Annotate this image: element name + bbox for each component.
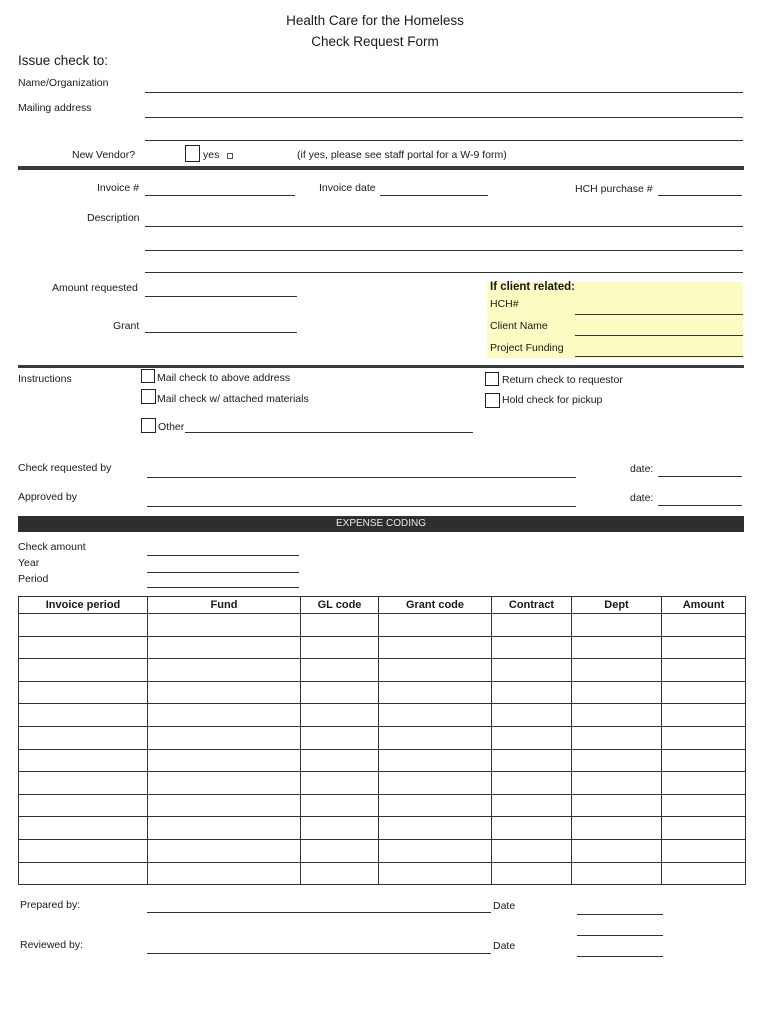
table-cell[interactable] [492, 704, 572, 727]
form-title-line2: Check Request Form [311, 34, 439, 49]
table-row [19, 681, 746, 704]
table-cell[interactable] [492, 839, 572, 862]
mail-above-checkbox[interactable] [141, 369, 155, 383]
table-row [19, 839, 746, 862]
table-cell[interactable] [662, 726, 746, 749]
table-cell[interactable] [492, 636, 572, 659]
table-cell[interactable] [19, 794, 148, 817]
check-requested-by-line[interactable] [147, 477, 576, 478]
table-cell[interactable] [662, 659, 746, 682]
table-cell[interactable] [492, 817, 572, 840]
expense-table-header [19, 597, 746, 614]
table-cell[interactable] [379, 704, 492, 727]
new-vendor-label: New Vendor? [72, 149, 136, 161]
table-cell[interactable] [148, 862, 301, 885]
table-cell[interactable] [301, 749, 379, 772]
table-cell[interactable] [148, 839, 301, 862]
grant-label: Grant [113, 320, 140, 332]
header-fund: Fund [148, 597, 301, 614]
table-cell[interactable] [301, 636, 379, 659]
table-cell[interactable] [148, 704, 301, 727]
table-cell[interactable] [662, 862, 746, 885]
table-cell[interactable] [301, 726, 379, 749]
table-cell[interactable] [379, 681, 492, 704]
table-cell[interactable] [572, 614, 662, 637]
header-grant-code: Grant code [379, 597, 492, 614]
table-cell[interactable] [662, 749, 746, 772]
approved-date-label: date: [630, 492, 654, 504]
table-cell[interactable] [301, 794, 379, 817]
grant-line[interactable] [145, 332, 297, 333]
mail-above-label: Mail check to above address [157, 372, 291, 384]
check-amount-line[interactable] [147, 555, 299, 556]
year-line[interactable] [147, 572, 299, 573]
invoice-number-label: Invoice # [97, 182, 140, 194]
expense-table-body [19, 614, 746, 885]
table-cell[interactable] [148, 772, 301, 795]
table-row [19, 817, 746, 840]
table-row [19, 726, 746, 749]
table-cell[interactable] [572, 636, 662, 659]
table-cell[interactable] [19, 839, 148, 862]
mail-attached-label: Mail check w/ attached materials [157, 393, 309, 405]
description-label: Description [87, 212, 140, 224]
check-requested-by-label: Check requested by [18, 462, 112, 474]
mailing-address-label: Mailing address [18, 102, 92, 114]
table-cell[interactable] [662, 794, 746, 817]
hold-pickup-checkbox[interactable] [485, 393, 500, 408]
table-row [19, 862, 746, 885]
table-cell[interactable] [572, 659, 662, 682]
prepared-by-line[interactable] [147, 912, 491, 913]
table-cell[interactable] [19, 636, 148, 659]
invoice-date-label: Invoice date [319, 182, 376, 194]
table-cell[interactable] [379, 659, 492, 682]
table-cell[interactable] [19, 772, 148, 795]
table-cell[interactable] [662, 772, 746, 795]
w9-note: (if yes, please see staff portal for a W-9 form) [297, 149, 507, 161]
table-cell[interactable] [379, 839, 492, 862]
yes-small-box-icon [227, 153, 233, 159]
client-name-label: Client Name [490, 320, 548, 332]
table-row [19, 614, 746, 637]
table-cell[interactable] [148, 794, 301, 817]
period-line[interactable] [147, 587, 299, 588]
client-related-heading: If client related: [490, 281, 575, 293]
table-cell[interactable] [492, 659, 572, 682]
mail-attached-checkbox[interactable] [141, 389, 156, 404]
table-cell[interactable] [572, 839, 662, 862]
table-cell[interactable] [148, 614, 301, 637]
table-cell[interactable] [492, 726, 572, 749]
approved-by-label: Approved by [18, 491, 77, 503]
table-cell[interactable] [379, 794, 492, 817]
return-requestor-checkbox[interactable] [485, 372, 499, 386]
table-cell[interactable] [19, 862, 148, 885]
table-row [19, 636, 746, 659]
table-cell[interactable] [492, 681, 572, 704]
issue-check-heading: Issue check to: [18, 53, 109, 68]
table-cell[interactable] [19, 681, 148, 704]
table-cell[interactable] [148, 817, 301, 840]
table-cell[interactable] [572, 681, 662, 704]
other-line[interactable] [185, 432, 473, 433]
reviewed-date-line[interactable] [577, 956, 663, 957]
table-cell[interactable] [379, 726, 492, 749]
table-row [19, 704, 746, 727]
header-amount: Amount [662, 597, 746, 614]
table-cell[interactable] [379, 749, 492, 772]
table-cell[interactable] [148, 681, 301, 704]
table-cell[interactable] [572, 817, 662, 840]
table-cell[interactable] [19, 614, 148, 637]
table-cell[interactable] [572, 862, 662, 885]
prepared-date-line[interactable] [577, 914, 663, 915]
table-cell[interactable] [301, 704, 379, 727]
name-organization-line[interactable] [145, 92, 743, 93]
table-cell[interactable] [301, 839, 379, 862]
table-cell[interactable] [492, 862, 572, 885]
table-cell[interactable] [301, 862, 379, 885]
table-cell[interactable] [572, 726, 662, 749]
table-cell[interactable] [572, 749, 662, 772]
project-funding-line[interactable] [575, 356, 743, 357]
reviewed-by-label: Reviewed by: [20, 939, 84, 951]
table-row [19, 749, 746, 772]
reviewed-date-line-upper[interactable] [577, 935, 663, 936]
yes-label: yes [203, 149, 220, 161]
new-vendor-checkbox[interactable] [185, 145, 200, 162]
table-cell[interactable] [492, 614, 572, 637]
table-cell[interactable] [19, 704, 148, 727]
table-cell[interactable] [379, 772, 492, 795]
prepared-date-label: Date [493, 900, 516, 912]
year-label: Year [18, 557, 40, 569]
header-gl-code: GL code [301, 597, 379, 614]
table-cell[interactable] [301, 614, 379, 637]
hold-pickup-label: Hold check for pickup [502, 394, 603, 406]
hch-number-line[interactable] [575, 314, 743, 315]
hch-number-label: HCH# [490, 298, 519, 310]
mailing-address-line-1[interactable] [145, 117, 743, 118]
expense-coding-bar: EXPENSE CODING [18, 516, 744, 532]
table-row [19, 794, 746, 817]
table-cell[interactable] [662, 839, 746, 862]
period-label: Period [18, 573, 49, 585]
table-cell[interactable] [301, 659, 379, 682]
table-cell[interactable] [301, 681, 379, 704]
table-cell[interactable] [379, 862, 492, 885]
table-cell[interactable] [572, 794, 662, 817]
header-dept: Dept [572, 597, 662, 614]
table-row [19, 772, 746, 795]
hch-purchase-line[interactable] [658, 195, 742, 196]
section-divider-2 [18, 365, 744, 368]
table-cell[interactable] [19, 817, 148, 840]
prepared-by-label: Prepared by: [20, 899, 81, 911]
table-row [19, 659, 746, 682]
table-cell[interactable] [662, 817, 746, 840]
description-line-2[interactable] [145, 250, 743, 251]
return-requestor-label: Return check to requestor [502, 374, 623, 386]
description-line-1[interactable] [145, 226, 743, 227]
table-cell[interactable] [301, 772, 379, 795]
table-cell[interactable] [148, 726, 301, 749]
header-contract: Contract [492, 597, 572, 614]
table-cell[interactable] [148, 636, 301, 659]
instructions-label: Instructions [18, 373, 72, 385]
table-cell[interactable] [662, 704, 746, 727]
table-cell[interactable] [19, 659, 148, 682]
table-cell[interactable] [662, 636, 746, 659]
table-cell[interactable] [572, 772, 662, 795]
section-divider-1 [18, 166, 744, 170]
amount-requested-line[interactable] [145, 296, 297, 297]
reviewed-by-line[interactable] [147, 953, 491, 954]
table-cell[interactable] [148, 749, 301, 772]
table-cell[interactable] [662, 681, 746, 704]
description-line-3[interactable] [145, 272, 743, 273]
table-cell[interactable] [492, 794, 572, 817]
mailing-address-line-2[interactable] [145, 140, 743, 141]
table-cell[interactable] [379, 614, 492, 637]
table-cell[interactable] [19, 726, 148, 749]
invoice-date-line[interactable] [380, 195, 488, 196]
approved-by-line[interactable] [147, 506, 576, 507]
project-funding-label: Project Funding [490, 342, 564, 354]
approved-date-line[interactable] [658, 505, 742, 506]
requested-date-line[interactable] [658, 476, 742, 477]
amount-requested-label: Amount requested [52, 282, 138, 294]
other-label: Other [158, 421, 185, 433]
hch-purchase-label: HCH purchase # [575, 183, 653, 195]
table-cell[interactable] [148, 659, 301, 682]
name-organization-label: Name/Organization [18, 77, 109, 89]
table-cell[interactable] [301, 817, 379, 840]
table-cell[interactable] [379, 817, 492, 840]
expense-table [18, 596, 746, 885]
table-cell[interactable] [572, 704, 662, 727]
requested-date-label: date: [630, 463, 654, 475]
check-amount-label: Check amount [18, 541, 86, 553]
client-name-line[interactable] [575, 335, 743, 336]
table-cell[interactable] [19, 749, 148, 772]
table-cell[interactable] [492, 772, 572, 795]
table-cell[interactable] [662, 614, 746, 637]
header-invoice-period: Invoice period [19, 597, 148, 614]
invoice-number-line[interactable] [145, 195, 295, 196]
table-cell[interactable] [492, 749, 572, 772]
table-cell[interactable] [379, 636, 492, 659]
form-title-line1: Health Care for the Homeless [286, 13, 464, 28]
other-checkbox[interactable] [141, 418, 156, 433]
reviewed-date-label: Date [493, 940, 516, 952]
